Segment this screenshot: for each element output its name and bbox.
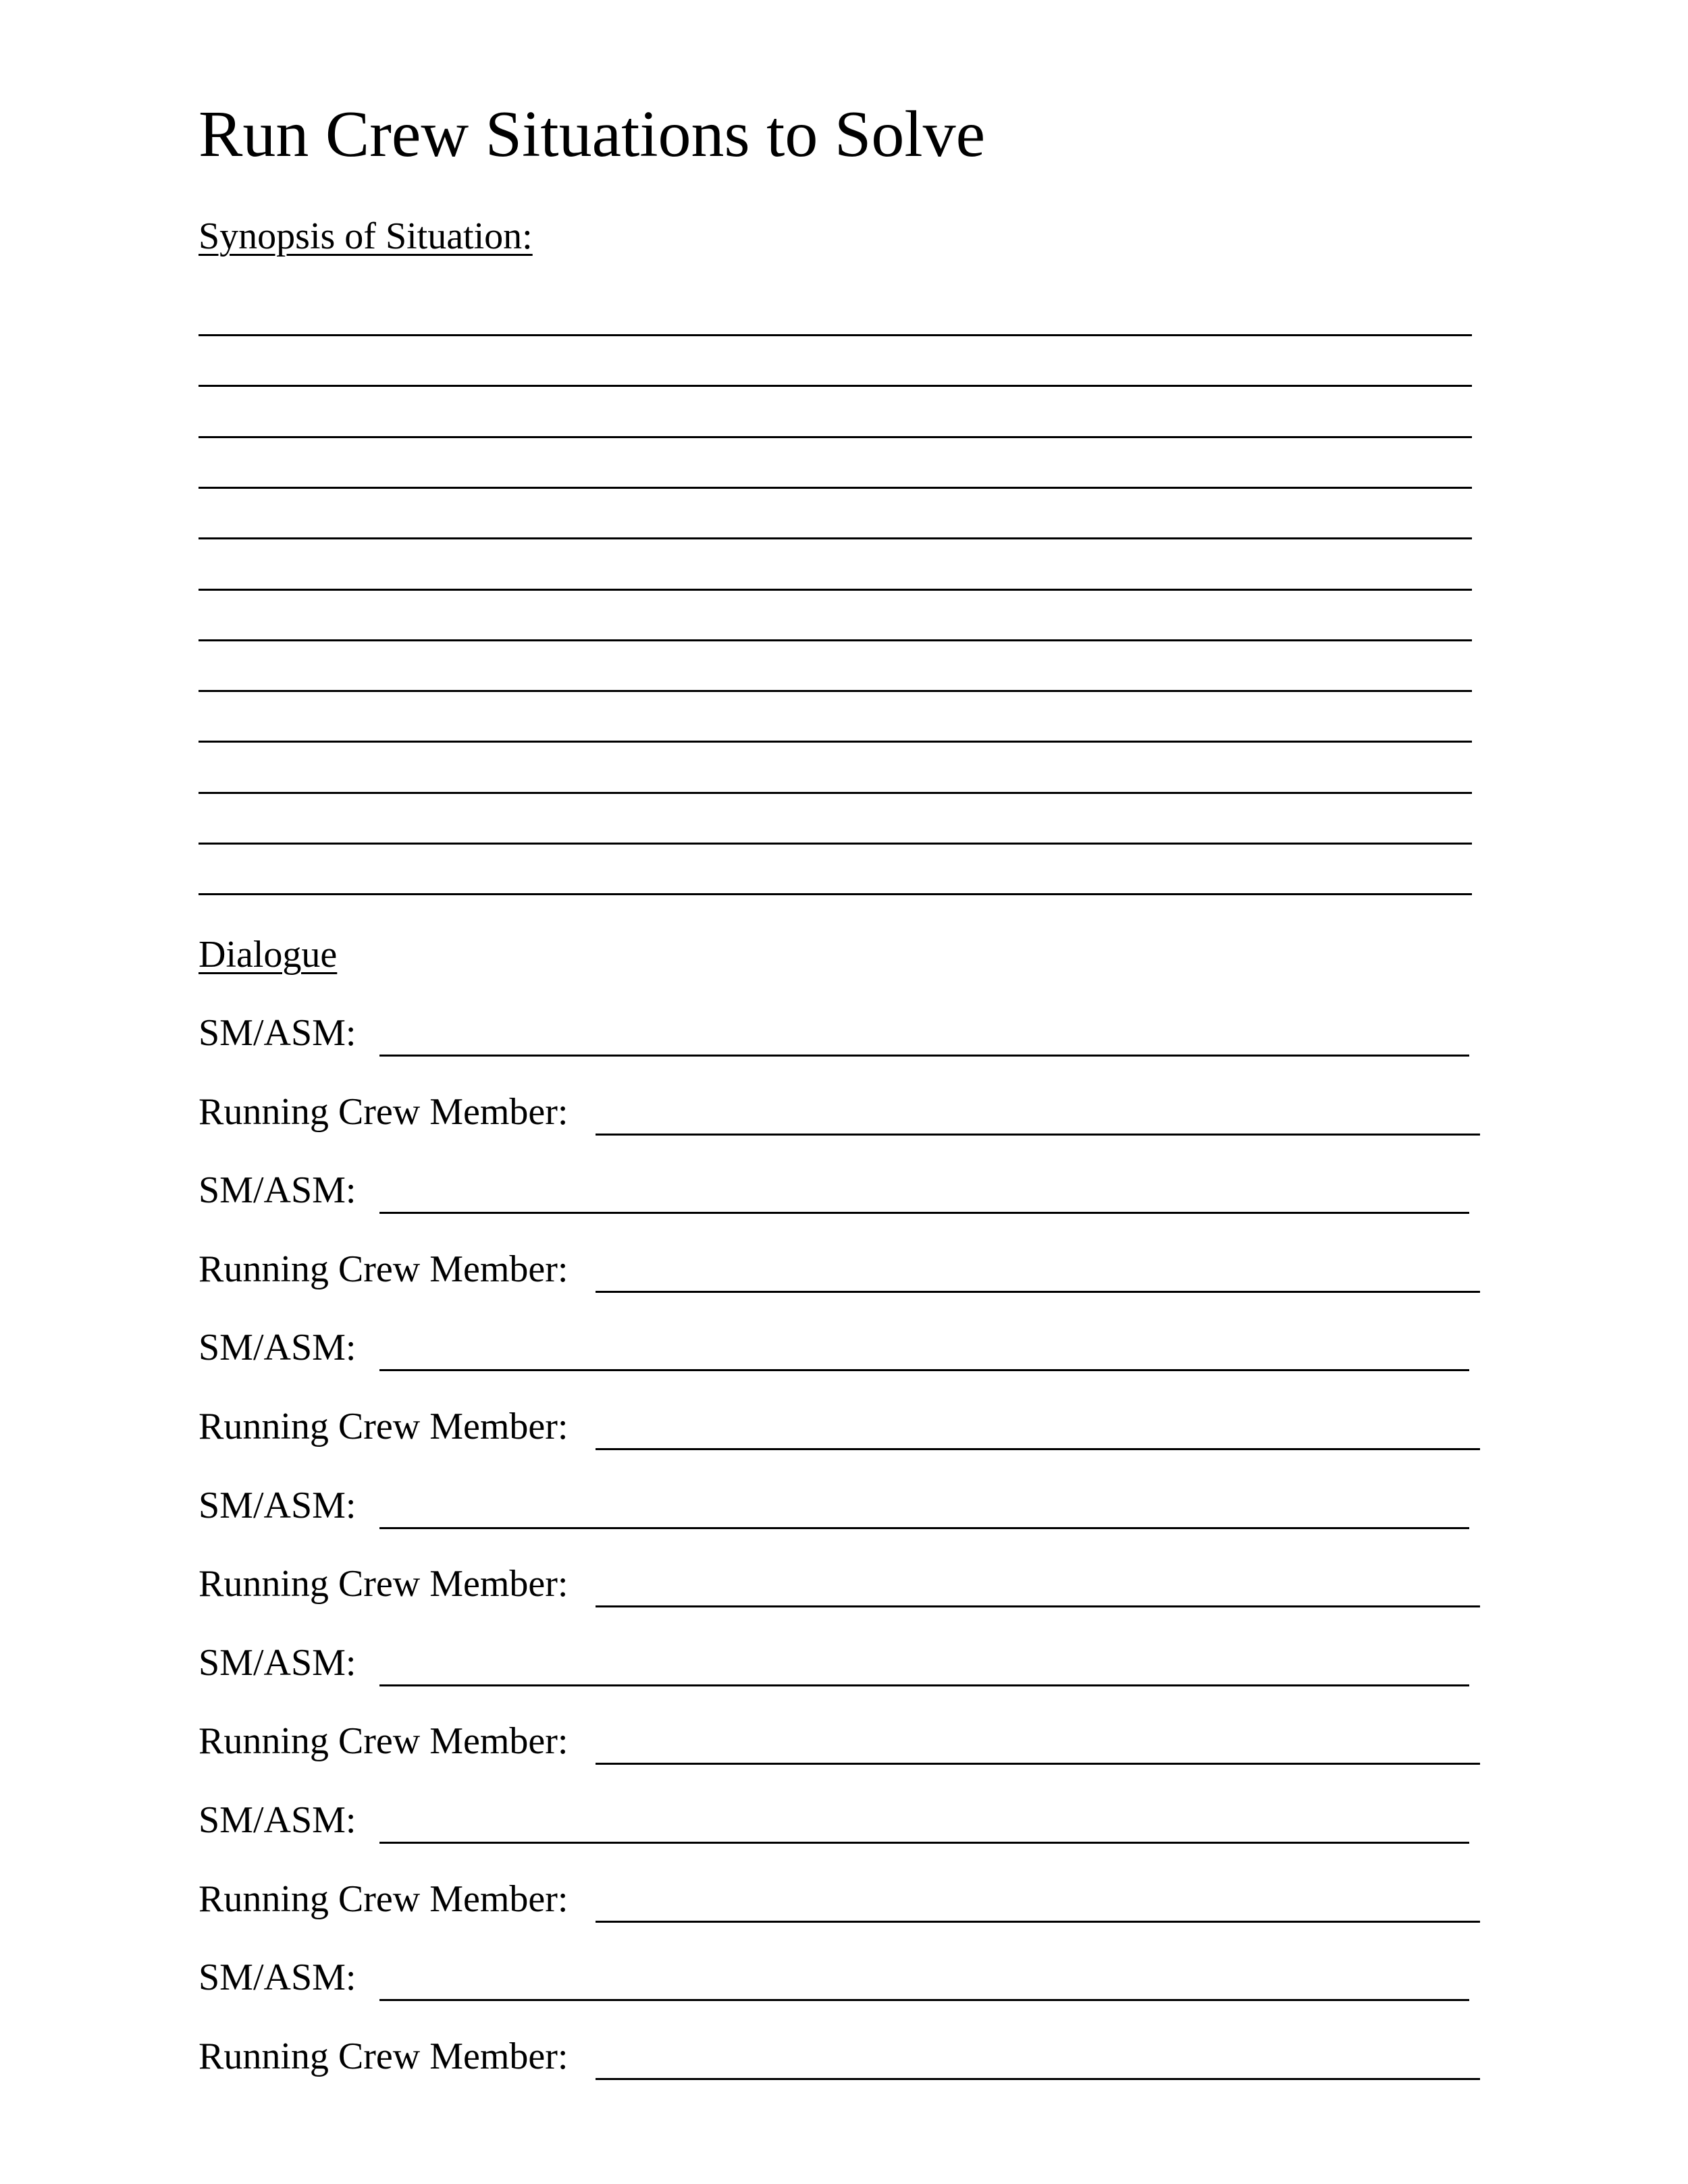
dialogue-write-line[interactable] [379, 1055, 1469, 1057]
synopsis-write-line[interactable] [199, 893, 1472, 895]
dialogue-row [199, 1408, 1488, 1455]
speaker-label: Running Crew Member: [199, 1878, 569, 1920]
dialogue-write-line[interactable] [596, 1448, 1480, 1450]
dialogue-write-line[interactable] [379, 1842, 1469, 1844]
dialogue-row [199, 1801, 1488, 1848]
speaker-label: SM/ASM: [199, 1799, 357, 1841]
dialogue-write-line[interactable] [596, 1134, 1480, 1136]
dialogue-row [199, 1722, 1488, 1769]
dialogue-write-line[interactable] [596, 1605, 1480, 1607]
synopsis-write-line[interactable] [199, 436, 1472, 438]
speaker-label: SM/ASM: [199, 1642, 357, 1684]
speaker-label: Running Crew Member: [199, 1091, 569, 1133]
dialogue-write-line[interactable] [379, 1212, 1469, 1214]
synopsis-write-line[interactable] [199, 741, 1472, 743]
synopsis-write-line[interactable] [199, 792, 1472, 794]
dialogue-write-line[interactable] [379, 1684, 1469, 1686]
speaker-label: SM/ASM: [199, 1485, 357, 1526]
speaker-label: Running Crew Member: [199, 2035, 569, 2077]
dialogue-row [199, 1250, 1488, 1298]
speaker-label: Running Crew Member: [199, 1406, 569, 1447]
dialogue-write-line[interactable] [379, 1369, 1469, 1371]
synopsis-write-line[interactable] [199, 537, 1472, 539]
dialogue-write-line[interactable] [379, 1527, 1469, 1529]
dialogue-write-line[interactable] [596, 1921, 1480, 1923]
dialogue-row [199, 1014, 1488, 1061]
dialogue-write-line[interactable] [596, 1291, 1480, 1293]
dialogue-write-line[interactable] [379, 1999, 1469, 2001]
dialogue-row [199, 2037, 1488, 2085]
synopsis-write-line[interactable] [199, 589, 1472, 591]
synopsis-write-line[interactable] [199, 334, 1472, 336]
speaker-label: SM/ASM: [199, 1169, 357, 1211]
dialogue-row [199, 1093, 1488, 1140]
synopsis-write-line[interactable] [199, 385, 1472, 387]
synopsis-write-line[interactable] [199, 843, 1472, 845]
dialogue-write-line[interactable] [596, 1763, 1480, 1765]
speaker-label: SM/ASM: [199, 1327, 357, 1368]
speaker-label: Running Crew Member: [199, 1248, 569, 1290]
dialogue-row [199, 1487, 1488, 1534]
dialogue-row [199, 1956, 1488, 2006]
page-title: Run Crew Situations to Solve [199, 98, 986, 171]
dialogue-row [199, 1880, 1488, 1927]
dialogue-row [199, 1644, 1488, 1691]
speaker-label: SM/ASM: [199, 1012, 357, 1054]
dialogue-row [199, 1171, 1488, 1219]
dialogue-write-line[interactable] [596, 2078, 1480, 2080]
synopsis-write-line[interactable] [199, 690, 1472, 692]
synopsis-write-line[interactable] [199, 639, 1472, 641]
dialogue-heading: Dialogue [199, 934, 338, 976]
speaker-label: SM/ASM: [199, 1956, 357, 1998]
dialogue-row [199, 1329, 1488, 1376]
synopsis-write-line[interactable] [199, 487, 1472, 489]
dialogue-row [199, 1565, 1488, 1612]
synopsis-heading: Synopsis of Situation: [199, 215, 533, 257]
speaker-label: Running Crew Member: [199, 1720, 569, 1762]
speaker-label: Running Crew Member: [199, 1563, 569, 1605]
